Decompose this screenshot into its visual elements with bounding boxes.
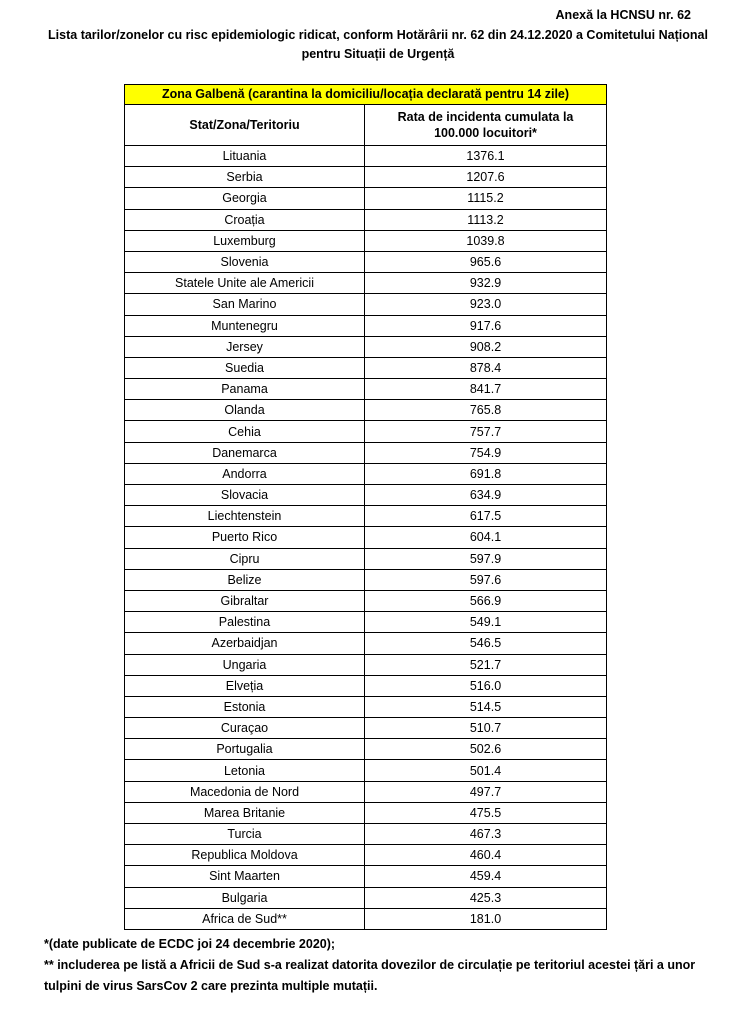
country-cell: Estonia	[125, 696, 365, 717]
country-cell: Ungaria	[125, 654, 365, 675]
table-row	[125, 866, 607, 887]
rate-cell: 691.8	[365, 463, 607, 484]
country-cell: Muntenegru	[125, 315, 365, 336]
country-cell: Cehia	[125, 421, 365, 442]
country-cell: Statele Unite ale Americii	[125, 273, 365, 294]
table-row	[125, 379, 607, 400]
country-cell: Lituania	[125, 146, 365, 167]
rate-cell: 181.0	[365, 908, 607, 929]
country-cell: Andorra	[125, 463, 365, 484]
country-cell: Gibraltar	[125, 590, 365, 611]
table-row	[125, 590, 607, 611]
country-cell: Olanda	[125, 400, 365, 421]
country-cell: Puerto Rico	[125, 527, 365, 548]
rate-cell: 965.6	[365, 251, 607, 272]
rate-cell: 917.6	[365, 315, 607, 336]
country-cell: Elveția	[125, 675, 365, 696]
country-cell: Macedonia de Nord	[125, 781, 365, 802]
country-cell: Curaçao	[125, 718, 365, 739]
rate-cell: 521.7	[365, 654, 607, 675]
table-row	[125, 718, 607, 739]
table-row	[125, 845, 607, 866]
risk-countries-table	[124, 84, 607, 930]
country-cell: Slovenia	[125, 251, 365, 272]
rate-cell: 908.2	[365, 336, 607, 357]
table-row	[125, 209, 607, 230]
country-cell: Jersey	[125, 336, 365, 357]
rate-cell: 1039.8	[365, 230, 607, 251]
country-cell: Luxemburg	[125, 230, 365, 251]
table-row	[125, 527, 607, 548]
table-row	[125, 612, 607, 633]
rate-cell: 923.0	[365, 294, 607, 315]
country-cell: Liechtenstein	[125, 506, 365, 527]
rate-cell: 549.1	[365, 612, 607, 633]
rate-cell: 566.9	[365, 590, 607, 611]
footnote-2-line-2: tulpini de virus SarsCov 2 care prezinta multiple mutații.	[44, 979, 378, 993]
table-row	[125, 167, 607, 188]
annex-label: Anexă la HCNSU nr. 62	[555, 8, 691, 22]
table-row	[125, 251, 607, 272]
country-cell: Letonia	[125, 760, 365, 781]
rate-cell: 510.7	[365, 718, 607, 739]
rate-header-line-1: Rata de incidenta cumulata la	[397, 110, 574, 124]
country-cell: Cipru	[125, 548, 365, 569]
rate-cell: 597.6	[365, 569, 607, 590]
title-line-1: Lista tarilor/zonelor cu risc epidemiologic ridicat, conform Hotărârii nr. 62 din 24.12.2020 a Comitetului Național	[48, 28, 708, 42]
table-row	[125, 633, 607, 654]
column-header-row	[125, 105, 607, 146]
country-cell: Palestina	[125, 612, 365, 633]
country-cell: Republica Moldova	[125, 845, 365, 866]
rate-cell: 502.6	[365, 739, 607, 760]
footnote-2-line-1: ** includerea pe listă a Africii de Sud s-a realizat datorita dovezilor de circulație pe teritoriul acestei țări a unor	[44, 958, 696, 972]
country-cell: Africa de Sud**	[125, 908, 365, 929]
rate-cell: 1115.2	[365, 188, 607, 209]
rate-cell: 467.3	[365, 824, 607, 845]
table-row	[125, 548, 607, 569]
country-cell: Portugalia	[125, 739, 365, 760]
table-row	[125, 463, 607, 484]
country-cell: Marea Britanie	[125, 802, 365, 823]
rate-cell: 932.9	[365, 273, 607, 294]
table-row	[125, 400, 607, 421]
rate-cell: 425.3	[365, 887, 607, 908]
table-row	[125, 336, 607, 357]
table-row	[125, 315, 607, 336]
rate-cell: 516.0	[365, 675, 607, 696]
rate-cell: 878.4	[365, 357, 607, 378]
table-row	[125, 230, 607, 251]
table-row	[125, 887, 607, 908]
rate-cell: 475.5	[365, 802, 607, 823]
table-row	[125, 654, 607, 675]
country-cell: Suedia	[125, 357, 365, 378]
table-row	[125, 696, 607, 717]
footnotes	[44, 934, 724, 997]
country-cell: Turcia	[125, 824, 365, 845]
country-column-header: Stat/Zona/Teritoriu	[125, 105, 365, 146]
table-row	[125, 485, 607, 506]
rate-column-header	[365, 105, 607, 146]
table-row	[125, 760, 607, 781]
zone-header-row	[125, 85, 607, 105]
country-cell: Serbia	[125, 167, 365, 188]
rate-cell: 634.9	[365, 485, 607, 506]
footnote-1: *(date publicate de ECDC joi 24 decembrie 2020);	[44, 937, 336, 951]
rate-cell: 1207.6	[365, 167, 607, 188]
title-line-2: pentru Situații de Urgență	[301, 47, 455, 61]
country-cell: Danemarca	[125, 442, 365, 463]
rate-cell: 460.4	[365, 845, 607, 866]
table-row	[125, 675, 607, 696]
rate-cell: 514.5	[365, 696, 607, 717]
country-cell: San Marino	[125, 294, 365, 315]
rate-cell: 754.9	[365, 442, 607, 463]
country-cell: Belize	[125, 569, 365, 590]
rate-cell: 841.7	[365, 379, 607, 400]
rate-cell: 501.4	[365, 760, 607, 781]
zone-header: Zona Galbenă (carantina la domiciliu/locația declarată pentru 14 zile)	[125, 85, 607, 105]
table-row	[125, 781, 607, 802]
rate-cell: 597.9	[365, 548, 607, 569]
country-cell: Sint Maarten	[125, 866, 365, 887]
rate-cell: 1376.1	[365, 146, 607, 167]
table-row	[125, 146, 607, 167]
rate-cell: 546.5	[365, 633, 607, 654]
rate-cell: 1113.2	[365, 209, 607, 230]
document-title	[30, 26, 726, 64]
country-cell: Croația	[125, 209, 365, 230]
rate-header-line-2: 100.000 locuitori*	[434, 126, 537, 140]
country-cell: Panama	[125, 379, 365, 400]
country-cell: Slovacia	[125, 485, 365, 506]
table-row	[125, 739, 607, 760]
rate-cell: 765.8	[365, 400, 607, 421]
table-row	[125, 506, 607, 527]
table-row	[125, 908, 607, 929]
rate-cell: 604.1	[365, 527, 607, 548]
table-row	[125, 357, 607, 378]
table-row	[125, 421, 607, 442]
table-row	[125, 294, 607, 315]
rate-cell: 497.7	[365, 781, 607, 802]
table-row	[125, 188, 607, 209]
country-cell: Bulgaria	[125, 887, 365, 908]
table-row	[125, 569, 607, 590]
country-cell: Azerbaidjan	[125, 633, 365, 654]
table-row	[125, 824, 607, 845]
table-row	[125, 273, 607, 294]
table-row	[125, 442, 607, 463]
rate-cell: 459.4	[365, 866, 607, 887]
rate-cell: 757.7	[365, 421, 607, 442]
rate-cell: 617.5	[365, 506, 607, 527]
table-row	[125, 802, 607, 823]
country-cell: Georgia	[125, 188, 365, 209]
